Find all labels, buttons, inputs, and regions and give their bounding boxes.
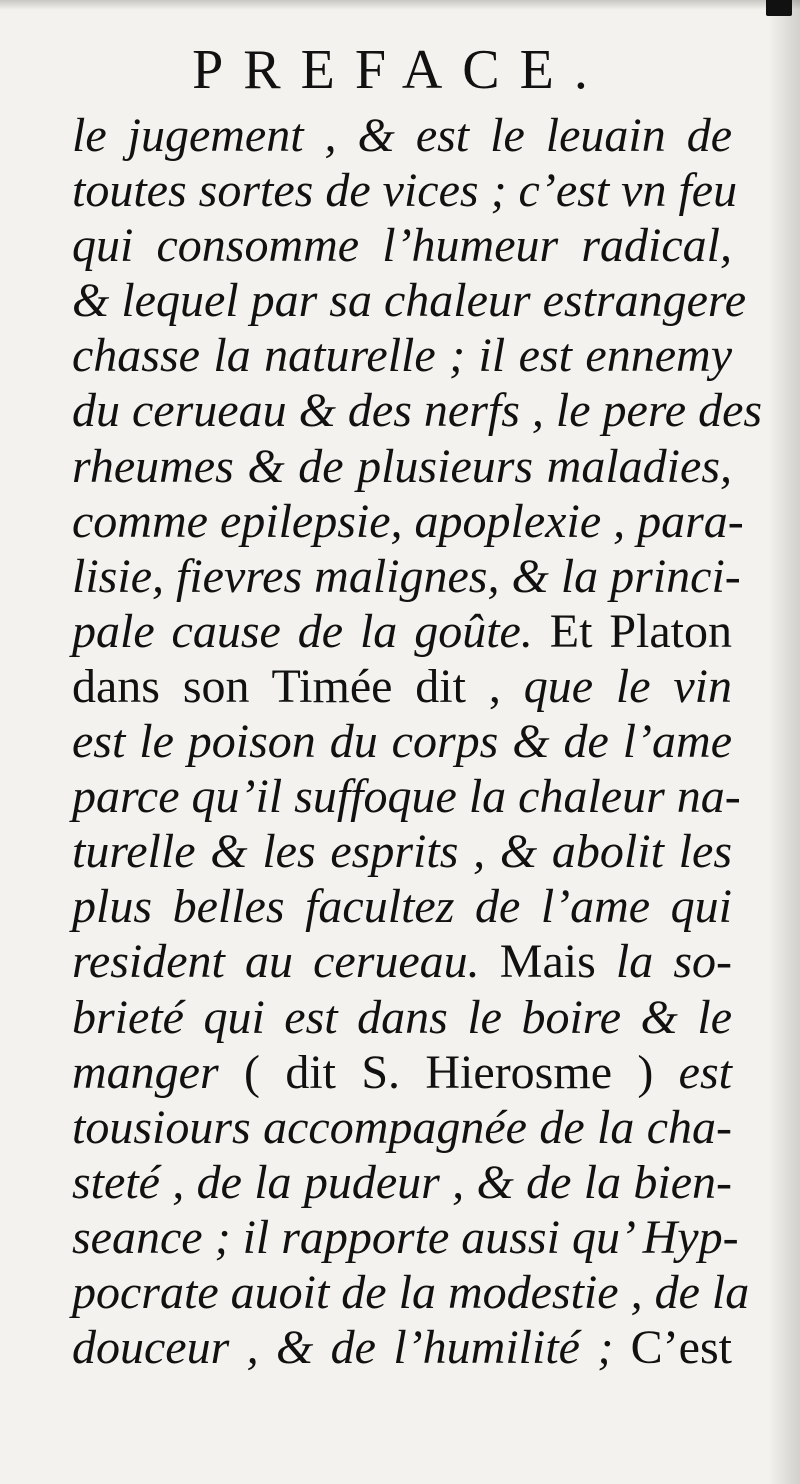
text-line-4: & lequel par sa chaleur estrangere bbox=[72, 274, 747, 328]
text-line-9: lisie, fievres malignes, & la princi- bbox=[72, 549, 741, 603]
text-line-19: tousiours accompagnée de la cha- bbox=[72, 1100, 732, 1154]
text-line-17: brieté qui est dans le boire & le bbox=[72, 990, 732, 1044]
text-line-22: pocrate auoit de la modestie , de la bbox=[72, 1265, 750, 1319]
text-line-6: du cerueau & des nerfs , le pere des bbox=[72, 384, 763, 438]
text-line-8: comme epilepsie, apoplexie , para- bbox=[72, 494, 744, 548]
text-line-11: dans son Timée dit , que le vin bbox=[72, 659, 732, 713]
text-line-1: le jugement , & est le leuain de bbox=[72, 109, 732, 162]
text-line-15: plus belles facultez de l’ame qui bbox=[72, 880, 732, 934]
text-line-20: steté , de la pudeur , & de la bien- bbox=[72, 1155, 732, 1209]
text-line-12: est le poison du corps & de l’ame bbox=[72, 715, 732, 769]
page-right-shadow bbox=[768, 0, 800, 1484]
text-line-2: toutes sortes de vices ; c’est vn feu bbox=[72, 164, 738, 218]
text-line-21: seance ; il rapporte aussi qu’ Hyp- bbox=[72, 1210, 739, 1264]
page-header: PREFACE. bbox=[192, 39, 608, 101]
text-line-5: chasse la naturelle ; il est ennemy bbox=[72, 329, 732, 383]
text-line-23: douceur , & de l’humilité ; C’est bbox=[72, 1321, 733, 1375]
text-line-16: resident au cerueau. Mais la so- bbox=[72, 935, 732, 989]
binding-mark bbox=[766, 0, 792, 16]
page-top-shadow bbox=[0, 0, 800, 10]
text-line-7: rheumes & de plusieurs maladies, bbox=[72, 439, 732, 493]
text-line-13: parce qu’il suffoque la chaleur na- bbox=[72, 770, 741, 824]
text-line-3: qui consomme l’humeur radical, bbox=[72, 219, 732, 273]
text-block bbox=[72, 108, 763, 1375]
text-line-18: manger ( dit S. Hierosme ) est bbox=[72, 1045, 732, 1099]
text-line-14: turelle & les esprits , & abolit les bbox=[72, 825, 732, 879]
text-line-10: pale cause de la goûte. Et Platon bbox=[72, 604, 733, 658]
